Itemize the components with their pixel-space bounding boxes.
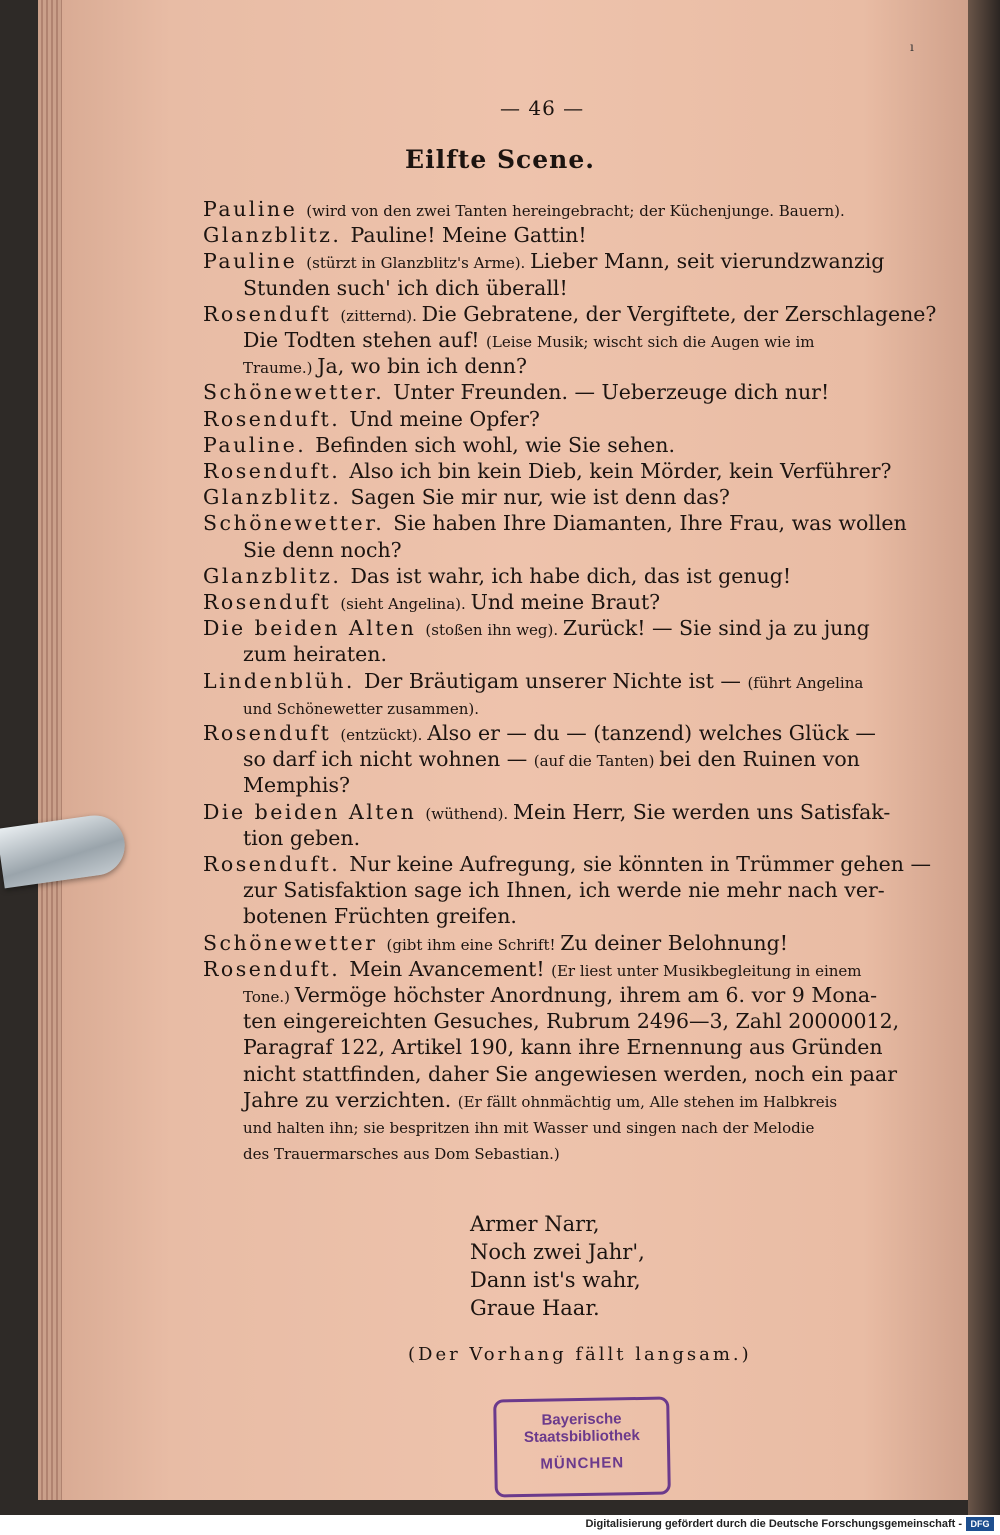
line-text: botenen Früchten greifen. bbox=[243, 904, 517, 929]
stage-note: (entzückt). bbox=[340, 726, 428, 744]
stage-note: (gibt ihm eine Schrift! bbox=[386, 935, 561, 954]
speaker-name: Rosenduft. bbox=[203, 406, 350, 431]
line-text: Nur keine Aufregung, sie könnten in Trümmer gehen — bbox=[349, 852, 932, 876]
line-text: nicht stattfinden, daher Sie angewiesen werden, noch ein paar bbox=[243, 1061, 898, 1086]
speaker-name: Pauline. bbox=[203, 432, 316, 457]
stage-note: (sieht Angelina). bbox=[340, 595, 471, 613]
stage-note: (stürzt in Glanzblitz's Arme). bbox=[306, 254, 531, 273]
stage-note: (auf die Tanten) bbox=[533, 752, 660, 771]
dfg-logo: DFG bbox=[966, 1517, 994, 1531]
speaker-name: Glanzblitz. bbox=[203, 485, 351, 510]
stage-direction: (Der Vorhang fällt langsam.) bbox=[408, 1344, 752, 1365]
dialogue-line bbox=[203, 930, 788, 959]
line-text: Paragraf 122, Artikel 190, kann ihre Ernennung aus Gründen bbox=[243, 1035, 883, 1060]
stage-note: (wüthend). bbox=[425, 804, 513, 823]
stage-note: Traume.) bbox=[243, 359, 318, 378]
dialogue-line bbox=[243, 903, 517, 930]
speaker-name: Rosenduft bbox=[203, 721, 341, 745]
dialogue-line bbox=[243, 327, 815, 356]
dialogue-line bbox=[203, 301, 936, 330]
speaker-name: Glanzblitz. bbox=[203, 563, 351, 588]
dialogue-line bbox=[243, 1087, 837, 1116]
dialogue-line bbox=[203, 458, 892, 485]
line-text: so darf ich nicht wohnen — bbox=[243, 747, 534, 772]
line-text: Und meine Opfer? bbox=[349, 406, 540, 431]
stage-note: und Schönewetter zusammen). bbox=[243, 699, 479, 718]
footer-credit: Digitalisierung gefördert durch die Deutsche Forschungsgemeinschaft - bbox=[585, 1518, 962, 1530]
dialogue-line bbox=[203, 563, 791, 590]
dialogue-line bbox=[203, 196, 845, 225]
line-text-after: bei den Ruinen von bbox=[659, 747, 860, 772]
scene-title: Eilfte Scene. bbox=[405, 145, 595, 174]
line-text: Stunden such' ich dich überall! bbox=[243, 275, 568, 300]
verse-line: Dann ist's wahr, bbox=[470, 1268, 641, 1292]
stamp-line-1: Bayerische bbox=[541, 1410, 622, 1429]
dialogue-line bbox=[243, 772, 350, 799]
stage-note: des Trauermarsches aus Dom Sebastian.) bbox=[243, 1145, 560, 1164]
dialogue-line bbox=[243, 537, 402, 564]
dialogue-line bbox=[243, 746, 860, 775]
speaker-name: Schönewetter bbox=[203, 930, 387, 955]
stage-note: (Er fällt ohnmächtig um, Alle stehen im Halbkreis bbox=[457, 1092, 838, 1111]
speaker-name: Rosenduft. bbox=[203, 956, 350, 981]
dialogue-line bbox=[243, 1008, 899, 1035]
stage-note: und halten ihn; sie bespritzen ihn mit Wasser und singen nach der Melodie bbox=[243, 1119, 815, 1137]
library-stamp bbox=[493, 1396, 671, 1497]
dialogue-line bbox=[243, 825, 360, 852]
dialogue-line bbox=[203, 956, 862, 985]
verse-line: Noch zwei Jahr', bbox=[470, 1240, 645, 1264]
dialogue-line bbox=[203, 379, 829, 406]
line-text: tion geben. bbox=[243, 825, 361, 850]
speaker-name: Rosenduft. bbox=[203, 852, 350, 876]
dialogue-line bbox=[203, 720, 876, 749]
verse-line: Graue Haar. bbox=[470, 1296, 600, 1320]
line-text: Die Todten stehen auf! bbox=[243, 328, 486, 352]
dialogue-line bbox=[243, 353, 527, 382]
speaker-name: Schönewetter. bbox=[203, 511, 394, 536]
dialogue-line bbox=[203, 432, 675, 459]
dialogue-line bbox=[203, 615, 870, 644]
dialogue-line bbox=[203, 851, 931, 878]
dialogue-line bbox=[203, 248, 884, 277]
line-text: Also ich bin kein Dieb, kein Mörder, kein Verführer? bbox=[349, 459, 892, 483]
dialogue-line bbox=[243, 982, 877, 1011]
line-text: Sie haben Ihre Diamanten, Ihre Frau, was wollen bbox=[393, 511, 907, 536]
corner-mark: ı bbox=[910, 40, 914, 54]
stage-note: (Er liest unter Musikbegleitung in einem bbox=[551, 961, 862, 980]
line-text: zur Satisfaktion sage ich Ihnen, ich werde nie mehr nach ver- bbox=[243, 878, 885, 903]
line-text: Sagen Sie mir nur, wie ist denn das? bbox=[350, 485, 730, 510]
stage-note: (wird von den zwei Tanten hereingebracht; der Küchenjunge. Bauern). bbox=[306, 202, 845, 220]
speaker-name: Rosenduft bbox=[203, 590, 341, 614]
line-text-after: Vermöge höchster Anordnung, ihrem am 6. vor 9 Mona- bbox=[294, 983, 878, 1007]
dialogue-line bbox=[203, 668, 863, 697]
line-text: Befinden sich wohl, wie Sie sehen. bbox=[315, 432, 675, 457]
line-text-after: Also er — du — (tanzend) welches Glück — bbox=[427, 721, 876, 745]
speaker-name: Die beiden Alten bbox=[203, 616, 426, 641]
dialogue-line bbox=[243, 1139, 560, 1168]
speaker-name: Rosenduft. bbox=[203, 459, 350, 483]
line-text-after: Und meine Braut? bbox=[470, 590, 661, 614]
stage-note: (zitternd). bbox=[340, 306, 422, 325]
stamp-line-2: Staatsbibliothek bbox=[523, 1426, 640, 1447]
dialogue-line bbox=[203, 222, 587, 249]
dialogue-line bbox=[243, 1113, 814, 1142]
line-text-after: Lieber Mann, seit vierundzwanzig bbox=[530, 249, 885, 274]
line-text: Sie denn noch? bbox=[243, 537, 402, 562]
line-text: Jahre zu verzichten. bbox=[243, 1087, 458, 1112]
line-text-after: Zu deiner Belohnung! bbox=[560, 930, 788, 955]
line-text-after: Ja, wo bin ich denn? bbox=[317, 354, 527, 379]
dialogue-line bbox=[243, 877, 885, 904]
stamp-line-3: MÜNCHEN bbox=[540, 1454, 625, 1473]
stage-note: (führt Angelina bbox=[747, 673, 864, 692]
line-text: ten eingereichten Gesuches, Rubrum 2496—3, Zahl 20000012, bbox=[243, 1009, 900, 1034]
speaker-name: Lindenblüh. bbox=[203, 668, 364, 693]
speaker-name: Schönewetter. bbox=[203, 380, 394, 405]
line-text-after: Die Gebratene, der Vergiftete, der Zerschlagene? bbox=[421, 301, 937, 326]
line-text: Mein Avancement! bbox=[349, 956, 552, 981]
line-text-after: Zurück! — Sie sind ja zu jung bbox=[562, 616, 870, 641]
line-text: zum heiraten. bbox=[243, 642, 387, 667]
speaker-name: Pauline bbox=[203, 249, 307, 274]
stage-note: Tone.) bbox=[243, 988, 295, 1006]
line-text: Unter Freunden. — Ueberzeuge dich nur! bbox=[393, 380, 830, 405]
speaker-name: Rosenduft bbox=[203, 301, 341, 326]
stage-note: (stoßen ihn weg). bbox=[425, 621, 563, 640]
dialogue-line bbox=[243, 275, 568, 302]
dialogue-line bbox=[243, 1034, 883, 1061]
stage-note: (Leise Musik; wischt sich die Augen wie im bbox=[486, 333, 815, 351]
dialogue-line bbox=[203, 510, 907, 537]
dialogue-line bbox=[243, 641, 387, 668]
speaker-name: Pauline bbox=[203, 197, 307, 221]
dialogue-line bbox=[243, 694, 479, 723]
dialogue-line bbox=[203, 406, 540, 433]
speaker-name: Glanzblitz. bbox=[203, 223, 351, 248]
line-text: Das ist wahr, ich habe dich, das ist genug! bbox=[350, 563, 792, 588]
line-text: Der Bräutigam unserer Nichte ist — bbox=[363, 668, 748, 693]
line-text: Memphis? bbox=[243, 773, 350, 798]
dialogue-line bbox=[243, 1061, 897, 1088]
verse-line: Armer Narr, bbox=[470, 1212, 600, 1236]
line-text: Pauline! Meine Gattin! bbox=[350, 223, 587, 248]
line-text-after: Mein Herr, Sie werden uns Satisfak- bbox=[512, 799, 891, 824]
dialogue-line bbox=[203, 484, 730, 511]
dialogue-line bbox=[203, 799, 890, 828]
dialogue-line bbox=[203, 589, 660, 618]
page-number: — 46 — bbox=[500, 96, 585, 120]
speaker-name: Die beiden Alten bbox=[203, 799, 426, 824]
